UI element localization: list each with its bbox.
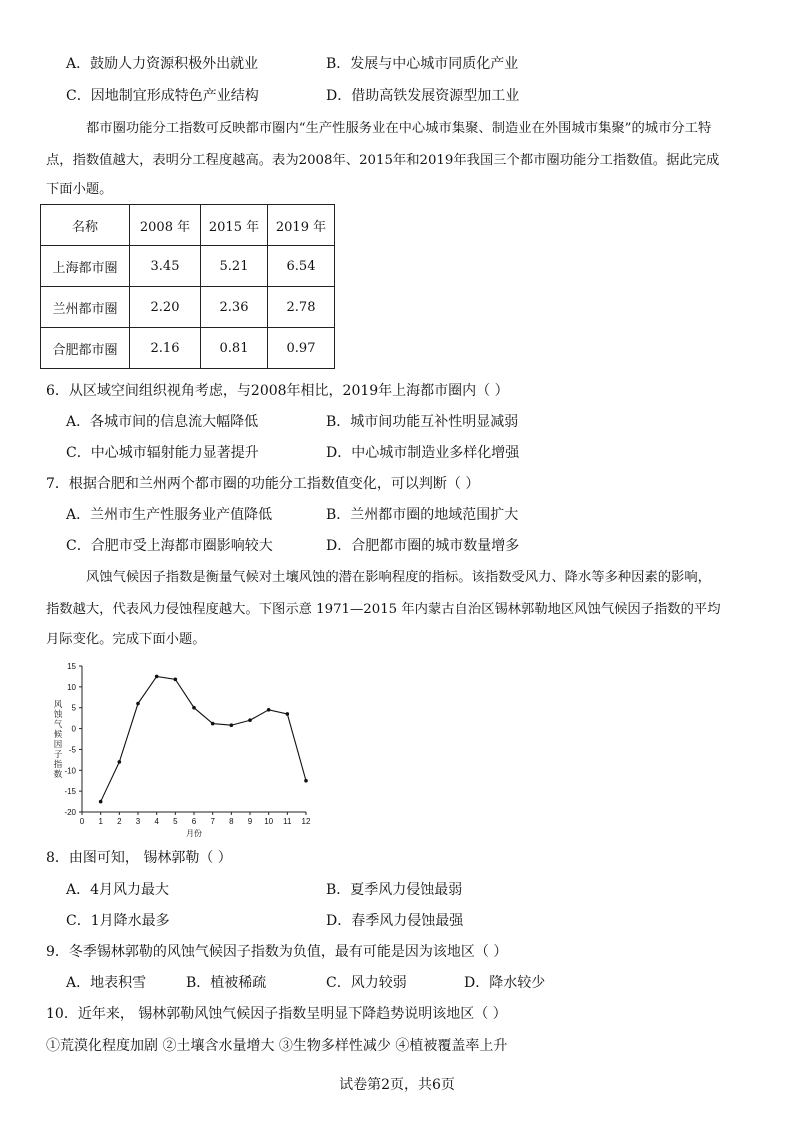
q7-stem: 7．根据合肥和兰州两个都市圈的功能分工指数值变化，可以判断（ ） xyxy=(46,476,480,492)
table-row xyxy=(41,328,335,369)
q8-option-c: C．1月降水最多 xyxy=(66,913,170,929)
table-header-cell: 2008 年 xyxy=(130,205,201,246)
table-cell: 3.45 xyxy=(130,246,201,287)
y-tick-label: 0 xyxy=(71,724,76,734)
data-point xyxy=(192,706,196,710)
x-tick-label: 1 xyxy=(98,817,103,826)
q7-option-d: D．合肥都市圈的城市数量增多 xyxy=(326,538,520,554)
data-point xyxy=(118,760,122,764)
table-row xyxy=(41,287,335,328)
table-cell: 6.54 xyxy=(268,246,335,287)
data-point xyxy=(286,712,290,716)
q8-option-a: A．4月风力最大 xyxy=(66,882,170,898)
table-cell: 0.97 xyxy=(268,328,335,369)
x-tick-label: 2 xyxy=(117,817,122,826)
table-cell: 合肥都市圈 xyxy=(41,328,130,369)
q9-option-b: B．植被稀疏 xyxy=(186,975,267,991)
intro2-line3: 月际变化。完成下面小题。 xyxy=(46,632,206,647)
table-cell: 2.20 xyxy=(130,287,201,328)
wind-erosion-chart xyxy=(46,660,326,840)
table-header-cell: 2019 年 xyxy=(268,205,335,246)
y-tick-label: -15 xyxy=(64,787,76,797)
q9-option-c: C．风力较弱 xyxy=(326,975,407,991)
q5-option-c: C．因地制宜形成特色产业结构 xyxy=(66,88,259,104)
intro1-line1: 都市圈功能分工指数可反映都市圈内“生产性服务业在中心城市集聚、制造业在外围城市集聚”的城市分工特 xyxy=(86,121,712,136)
y-tick-label: 5 xyxy=(71,703,76,713)
q6-option-a: A．各城市间的信息流大幅降低 xyxy=(66,414,259,430)
y-tick-label: -10 xyxy=(64,766,76,776)
q6-option-b: B．城市间功能互补性明显减弱 xyxy=(326,414,519,430)
data-point xyxy=(304,779,308,783)
x-tick-label: 3 xyxy=(135,817,141,826)
q7-option-b: B．兰州都市圈的地域范围扩大 xyxy=(326,507,519,523)
x-axis-label: 月份 xyxy=(186,829,202,838)
x-tick-label: 0 xyxy=(79,817,85,826)
data-point xyxy=(99,800,103,804)
x-tick-label: 8 xyxy=(229,817,234,826)
q9-option-d: D．降水较少 xyxy=(464,975,546,991)
table-cell: 5.21 xyxy=(201,246,268,287)
series-line xyxy=(101,676,306,801)
q10-items: ①荒漠化程度加剧 ②土壤含水量增大 ③生物多样性减少 ④植被覆盖率上升 xyxy=(46,1038,508,1054)
y-tick-label: -5 xyxy=(68,745,76,755)
x-tick-label: 12 xyxy=(301,817,311,826)
table-cell: 上海都市圈 xyxy=(41,246,130,287)
data-point xyxy=(174,678,178,682)
data-point xyxy=(230,723,234,727)
q6-option-d: D．中心城市制造业多样化增强 xyxy=(326,445,520,461)
x-tick-label: 10 xyxy=(264,817,274,826)
q9-option-a: A．地表积雪 xyxy=(66,975,147,991)
data-point xyxy=(211,722,215,726)
intro1-line2: 点，指数值越大，表明分工程度越高。表为2008年、2015年和2019年我国三个都市圈功能分工指数值。据此完成 xyxy=(46,153,720,168)
y-tick-label: 15 xyxy=(67,662,76,671)
q8-option-d: D．春季风力侵蚀最强 xyxy=(326,913,464,929)
table-header-row xyxy=(41,205,335,246)
data-point xyxy=(267,708,271,712)
x-tick-label: 6 xyxy=(191,817,197,826)
table-header-cell: 2015 年 xyxy=(201,205,268,246)
q6-option-c: C．中心城市辐射能力显著提升 xyxy=(66,445,259,461)
q8-stem: 8．由图可知， 锡林郭勒（ ） xyxy=(46,850,232,866)
q5-option-b: B．发展与中心城市同质化产业 xyxy=(326,56,519,72)
x-tick-label: 4 xyxy=(154,817,159,826)
table-row xyxy=(41,246,335,287)
q5-option-a: A．鼓励人力资源积极外出就业 xyxy=(66,56,259,72)
data-point xyxy=(248,718,252,722)
q8-option-b: B．夏季风力侵蚀最弱 xyxy=(326,882,463,898)
x-tick-label: 7 xyxy=(210,817,215,826)
q6-stem: 6．从区域空间组织视角考虑，与2008年相比，2019年上海都市圈内（ ） xyxy=(46,383,509,399)
page-footer: 试卷第2页，共6页 xyxy=(339,1077,455,1093)
intro2-line2: 指数越大，代表风力侵蚀程度越大。下图示意 1971—2015 年内蒙古自治区锡林郭勒地区风蚀气候因子指数的平均 xyxy=(46,602,721,617)
table-cell: 2.16 xyxy=(130,328,201,369)
q10-stem: 10．近年来， 锡林郭勒风蚀气候因子指数呈明显下降趋势说明该地区（ ） xyxy=(46,1006,507,1022)
intro1-line3: 下面小题。 xyxy=(46,182,113,197)
table-cell: 0.81 xyxy=(201,328,268,369)
q5-option-d: D．借助高铁发展资源型加工业 xyxy=(326,88,520,104)
x-tick-label: 9 xyxy=(247,817,253,826)
q7-option-a: A．兰州市生产性服务业产值降低 xyxy=(66,507,273,523)
y-tick-label: -20 xyxy=(64,808,76,817)
table-cell: 2.36 xyxy=(201,287,268,328)
q7-option-c: C．合肥市受上海都市圈影响较大 xyxy=(66,538,273,554)
data-point xyxy=(136,702,140,706)
x-tick-label: 11 xyxy=(283,817,292,826)
q9-stem: 9．冬季锡林郭勒的风蚀气候因子指数为负值，最有可能是因为该地区（ ） xyxy=(46,944,508,960)
function-index-table xyxy=(40,204,335,369)
y-tick-label: 10 xyxy=(67,682,76,692)
intro2-line1: 风蚀气候因子指数是衡量气候对土壤风蚀的潜在影响程度的指标。该指数受风力、降水等多种因素的影响， xyxy=(86,570,711,585)
table-cell: 2.78 xyxy=(268,287,335,328)
table-header-cell: 名称 xyxy=(41,205,130,246)
y-axis-label: 风蚀气候因子指数 xyxy=(53,700,63,780)
x-tick-label: 5 xyxy=(173,817,178,826)
table-cell: 兰州都市圈 xyxy=(41,287,130,328)
data-point xyxy=(155,675,159,679)
